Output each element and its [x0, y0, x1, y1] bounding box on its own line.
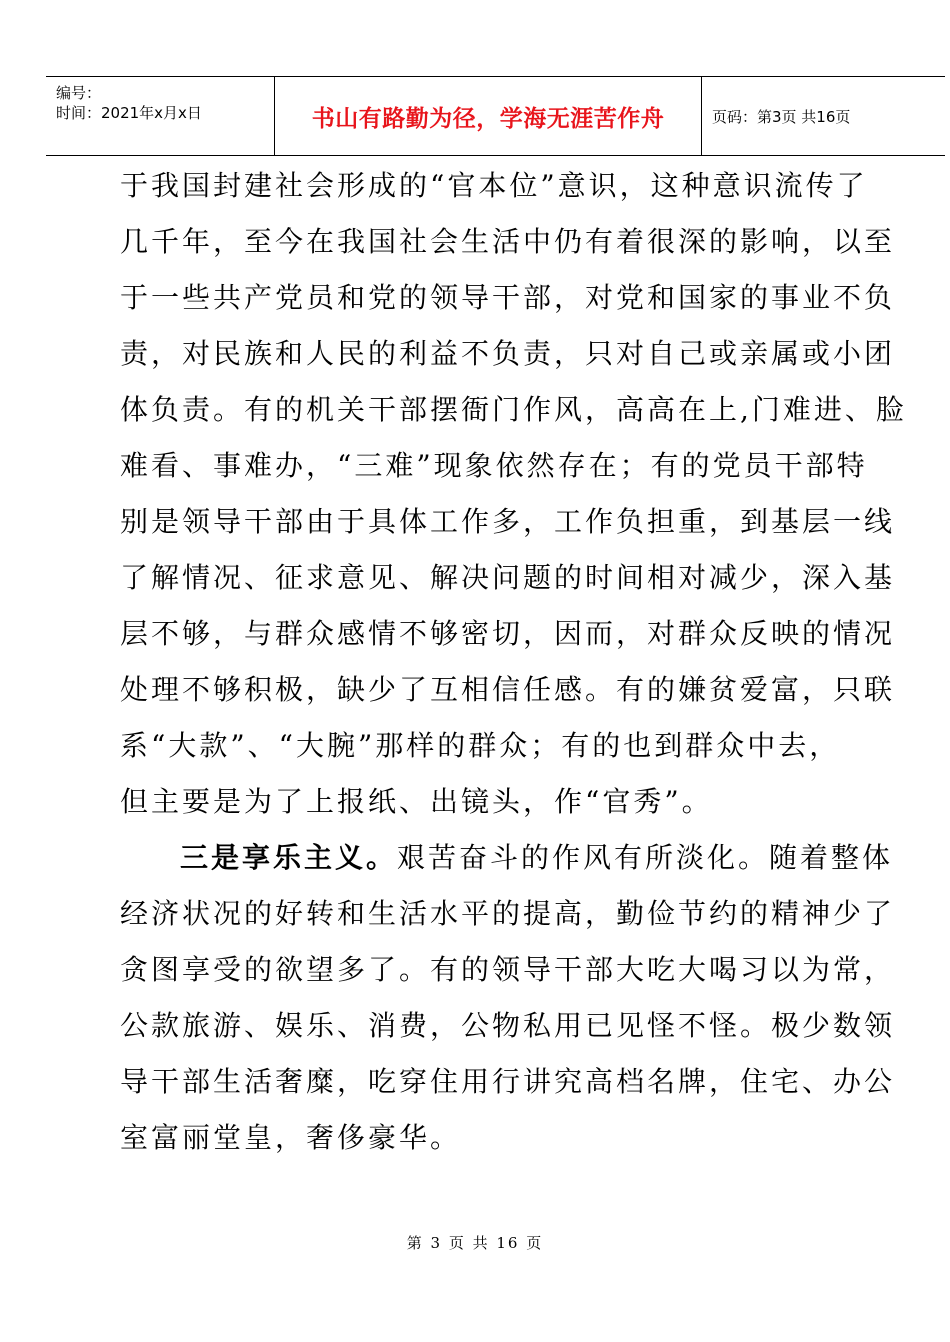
body-line: 难看、事难办，“三难”现象依然存在；有的党员干部特	[120, 449, 868, 482]
body-line: 贪图享受的欲望多了。有的领导干部大吃大喝习以为常，	[120, 953, 896, 986]
time-label: 时间：2021年x月x日	[56, 104, 202, 122]
number-label: 编号：	[56, 84, 102, 102]
body-line: 经济状况的好转和生活水平的提高，勤俭节约的精神少了	[120, 897, 896, 930]
body-line: 责，对民族和人民的利益不负责，只对自己或亲属或小团	[120, 337, 896, 370]
document-body	[120, 158, 907, 1166]
page-header	[46, 76, 945, 156]
body-line: 体负责。有的机关干部摆衙门作风，高高在上,门难进、脸	[120, 393, 907, 426]
header-motto-cell	[275, 77, 702, 155]
body-line: 导干部生活奢糜，吃穿住用行讲究高档名牌，住宅、办公	[120, 1065, 896, 1098]
header-meta	[46, 77, 275, 155]
body-line: 几千年，至今在我国社会生活中仍有着很深的影响，以至	[120, 225, 896, 258]
body-line: 别是领导干部由于具体工作多，工作负担重，到基层一线	[120, 505, 896, 538]
motto-text: 书山有路勤为径，学海无涯苦作舟	[311, 105, 665, 132]
header-page-info	[702, 77, 945, 155]
page-info-text: 页码：第3页 共16页	[712, 107, 851, 126]
body-line: 于我国封建社会形成的“官本位”意识，这种意识流传了	[120, 169, 868, 202]
body-line: 于一些共产党员和党的领导干部，对党和国家的事业不负	[120, 281, 896, 314]
body-line: 系“大款”、“大腕”那样的群众；有的也到群众中去，	[120, 729, 841, 762]
page-footer	[0, 1232, 950, 1253]
paragraph-2-first-line	[120, 830, 894, 886]
body-line: 处理不够积极，缺少了互相信任感。有的嫌贫爱富，只联	[120, 673, 896, 706]
body-line: 层不够，与群众感情不够密切，因而，对群众反映的情况	[120, 617, 896, 650]
paragraph-2-heading: 三是享乐主义。	[180, 841, 398, 874]
footer-page-number: 第 3 页 共 16 页	[406, 1234, 544, 1252]
body-line: 公款旅游、娱乐、消费，公物私用已见怪不怪。极少数领	[120, 1009, 896, 1042]
body-line: 但主要是为了上报纸、出镜头，作“官秀”。	[120, 785, 713, 818]
body-line: 了解情况、征求意见、解决问题的时间相对减少，深入基	[120, 561, 896, 594]
body-line: 室富丽堂皇，奢侈豪华。	[120, 1121, 462, 1154]
paragraph-2-first-text: 艰苦奋斗的作风有所淡化。随着整体	[397, 841, 894, 874]
